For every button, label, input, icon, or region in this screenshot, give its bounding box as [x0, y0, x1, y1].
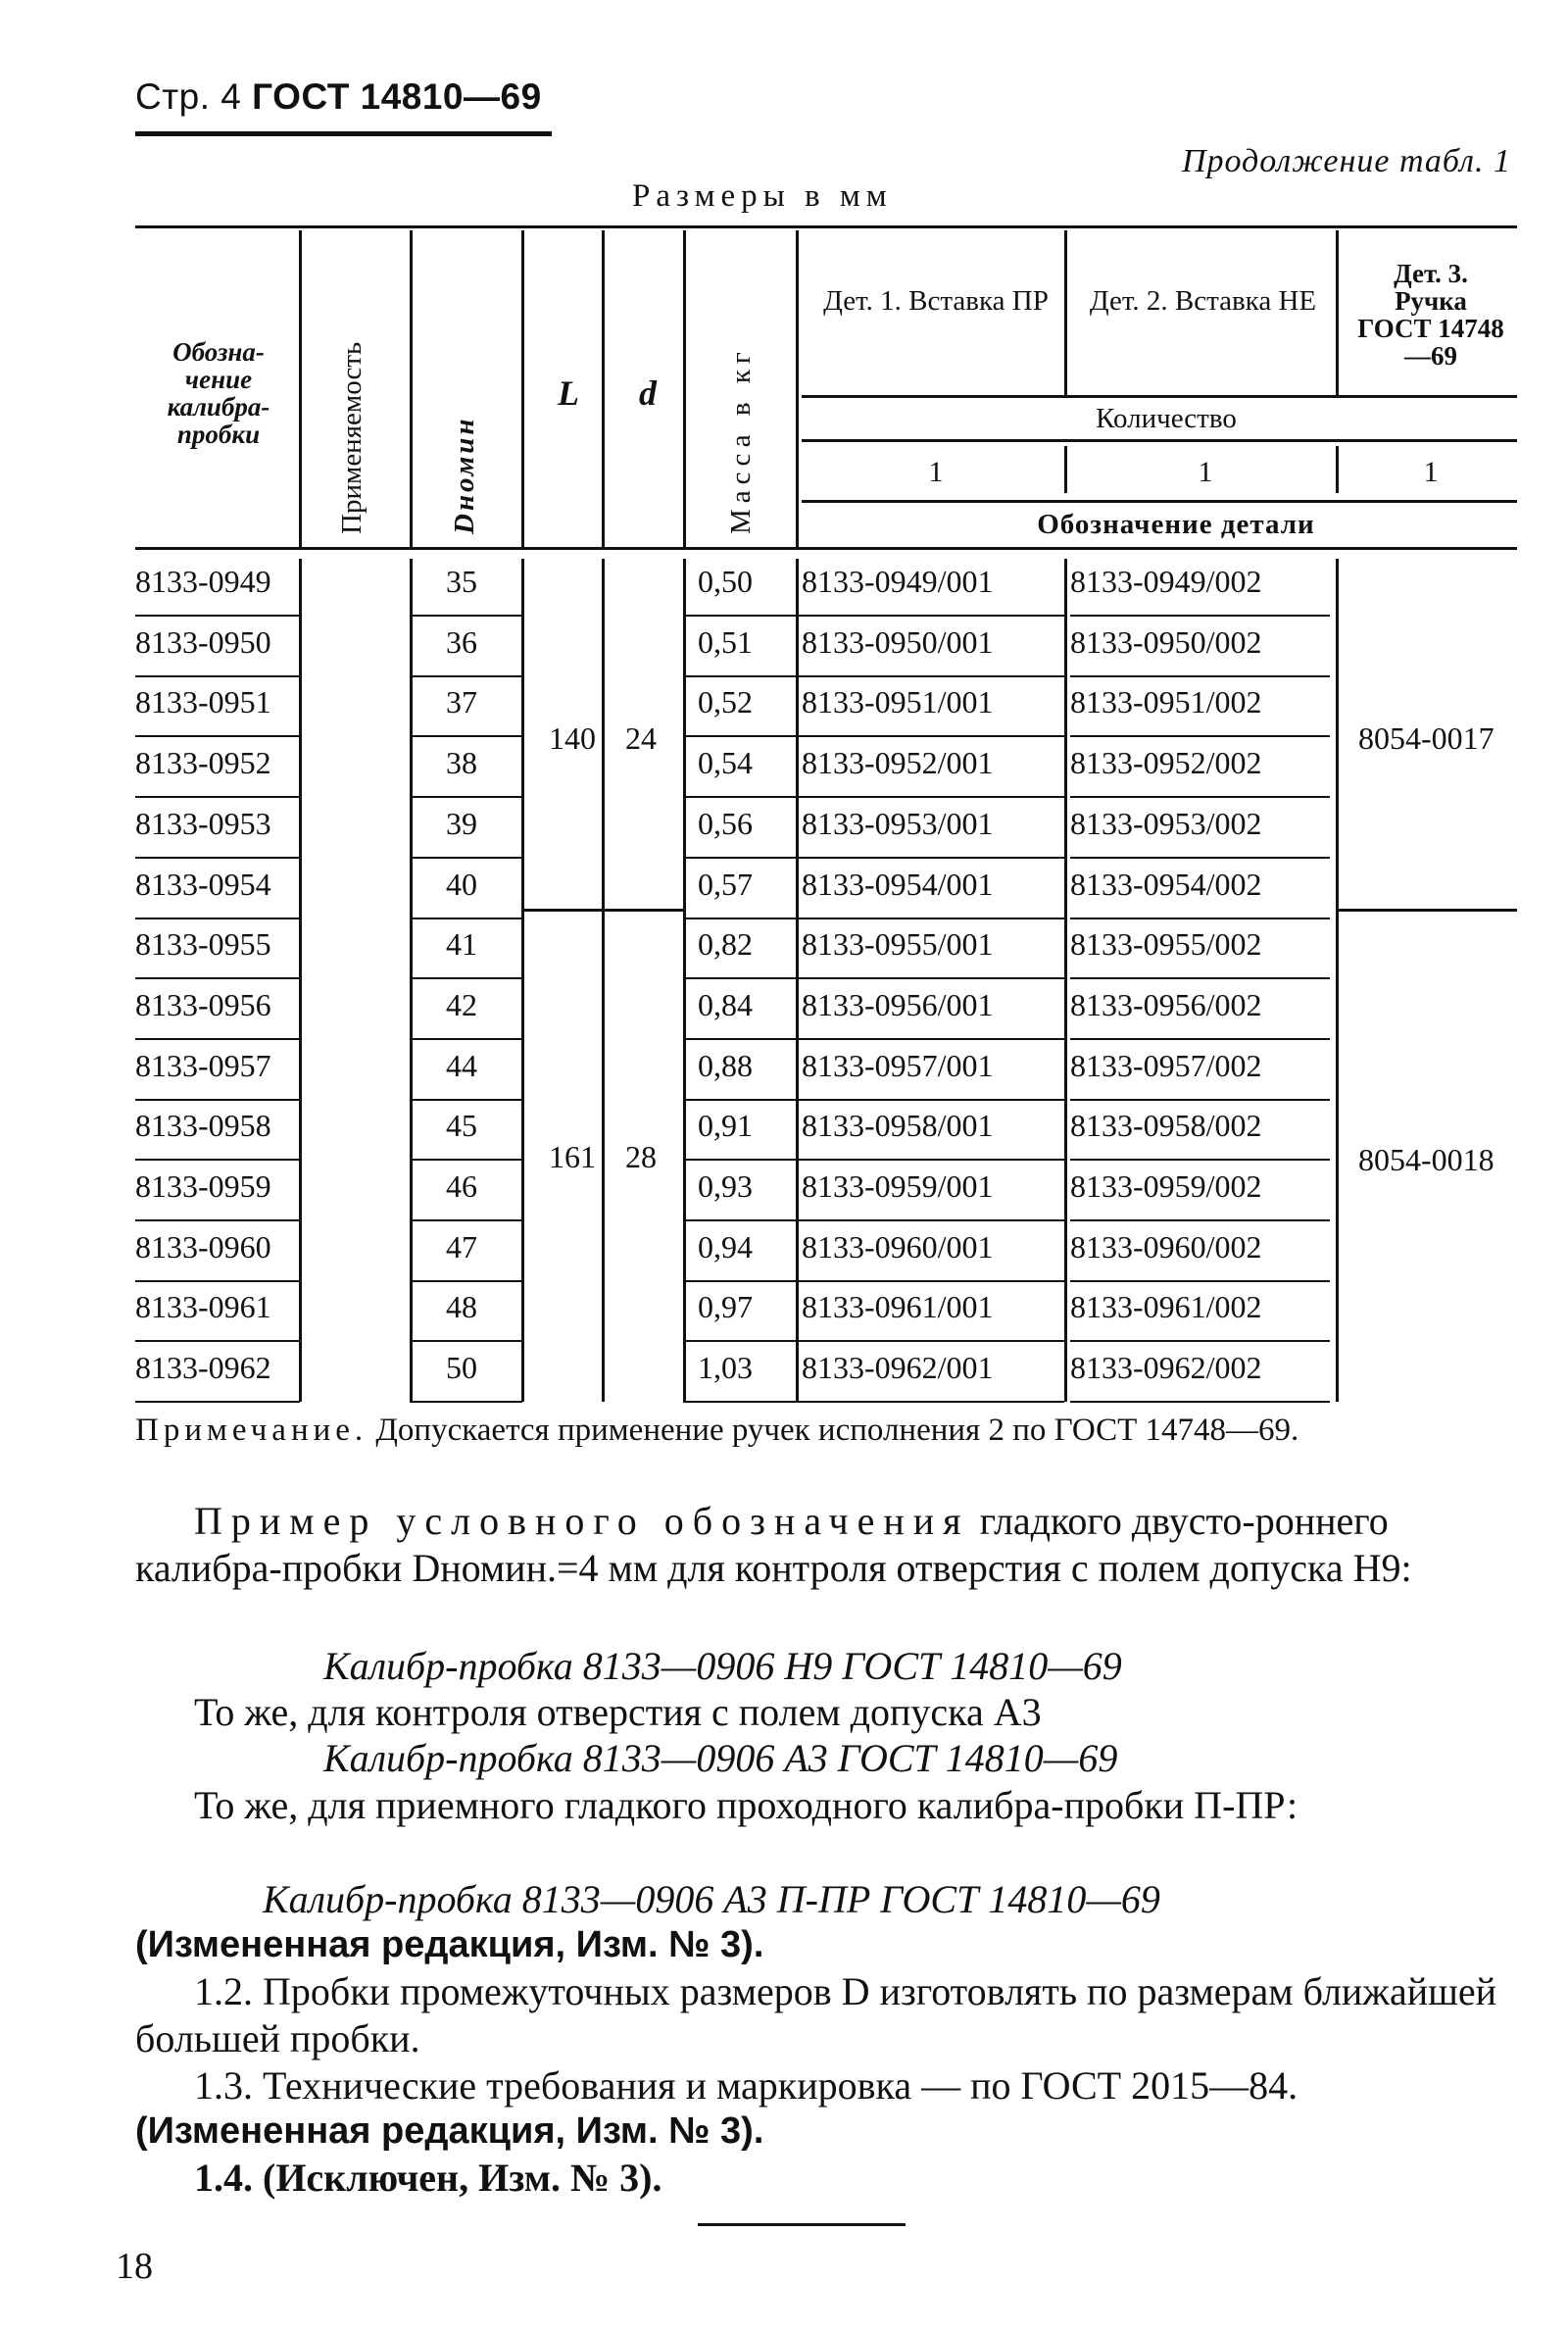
row-rule	[683, 675, 796, 677]
group1-d: 24	[625, 720, 657, 756]
row-dnom: 42	[446, 987, 477, 1022]
row-code: 8133-0951	[135, 684, 271, 719]
row-dnom: 37	[446, 684, 477, 719]
row-rule	[796, 1340, 1064, 1342]
body-column-rule	[410, 559, 413, 1402]
hv1	[299, 230, 302, 547]
row-dnom: 38	[446, 745, 477, 780]
row-rule	[410, 796, 522, 798]
row-rule	[683, 1099, 796, 1101]
body-column-rule	[602, 559, 605, 1402]
row-rule	[796, 735, 1064, 737]
standard-number: ГОСТ 14810—69	[252, 76, 542, 117]
header-rule-partdes	[802, 500, 1517, 503]
row-code: 8133-0957	[135, 1048, 271, 1083]
row-p2: 8133-0950/002	[1070, 624, 1262, 660]
row-rule	[796, 1219, 1064, 1221]
group2-L: 161	[549, 1139, 596, 1174]
row-p2: 8133-0960/002	[1070, 1229, 1262, 1265]
row-p1: 8133-0955/001	[802, 926, 994, 962]
row-dnom: 41	[446, 926, 477, 962]
row-rule	[135, 675, 300, 677]
row-rule	[683, 857, 796, 859]
row-p1: 8133-0957/001	[802, 1048, 994, 1083]
row-rule	[1070, 1219, 1330, 1221]
row-dnom: 36	[446, 624, 477, 660]
hv2	[410, 230, 413, 547]
row-rule	[1070, 1280, 1330, 1282]
row-rule	[796, 1280, 1064, 1282]
row-mass: 0,82	[698, 926, 753, 962]
body-column-rule	[299, 559, 302, 1402]
same-2: То же, для приемного гладкого проходного калибра-пробки П-ПР:	[194, 1783, 1298, 1827]
row-rule	[683, 615, 796, 617]
row-mass: 0,91	[698, 1108, 753, 1143]
row-p2: 8133-0949/002	[1070, 564, 1262, 599]
row-rule	[135, 615, 300, 617]
group1-L: 140	[549, 720, 596, 756]
row-rule	[683, 1340, 796, 1342]
row-p1: 8133-0958/001	[802, 1108, 994, 1143]
row-rule	[135, 977, 300, 979]
note-text: Допускается применение ручек исполнения 2 по ГОСТ 14748—69.	[375, 1413, 1299, 1448]
row-rule	[135, 918, 300, 919]
hv5	[683, 230, 686, 547]
col-designation-header	[140, 338, 297, 448]
row-rule	[135, 857, 300, 859]
revision-2: (Измененная редакция, Изм. № 3).	[135, 2110, 764, 2152]
quantity-header: Количество	[1096, 403, 1237, 434]
hv7	[1064, 230, 1067, 395]
row-p2: 8133-0962/002	[1070, 1350, 1262, 1385]
row-rule	[683, 796, 796, 798]
revision-1: (Измененная редакция, Изм. № 3).	[135, 1924, 764, 1965]
row-rule	[683, 1159, 796, 1161]
row-rule	[683, 1038, 796, 1040]
row-rule	[410, 918, 522, 919]
row-code: 8133-0952	[135, 745, 271, 780]
row-rule	[135, 1280, 300, 1282]
row-rule	[135, 1401, 300, 1403]
row-p1: 8133-0962/001	[802, 1350, 994, 1385]
row-dnom: 48	[446, 1289, 477, 1324]
row-rule	[796, 977, 1064, 979]
paragraph-1-4	[135, 2155, 1568, 2202]
row-rule	[796, 675, 1064, 677]
body-column-rule	[1336, 559, 1339, 1402]
row-p2: 8133-0958/002	[1070, 1108, 1262, 1143]
row-p1: 8133-0956/001	[802, 987, 994, 1022]
row-rule	[410, 675, 522, 677]
row-mass: 0,52	[698, 684, 753, 719]
row-code: 8133-0956	[135, 987, 271, 1022]
col-d-header: d	[639, 373, 657, 413]
row-dnom: 35	[446, 564, 477, 599]
hv8	[1336, 230, 1339, 395]
row-p2: 8133-0951/002	[1070, 684, 1262, 719]
row-code: 8133-0958	[135, 1108, 271, 1143]
row-mass: 0,94	[698, 1229, 753, 1265]
col-designation-label: Обозна- чение калибра- пробки	[167, 337, 270, 449]
row-rule	[410, 1340, 522, 1342]
row-rule	[1070, 735, 1330, 737]
row-rule	[135, 1340, 300, 1342]
col-L-header: L	[558, 373, 579, 413]
row-rule	[796, 918, 1064, 919]
row-p2: 8133-0961/002	[1070, 1289, 1262, 1324]
row-dnom: 46	[446, 1168, 477, 1204]
row-rule	[1070, 1159, 1330, 1161]
example-paragraph	[135, 1498, 1517, 1592]
row-code: 8133-0950	[135, 624, 271, 660]
row-p1: 8133-0952/001	[802, 745, 994, 780]
row-rule	[410, 1038, 522, 1040]
row-p2: 8133-0954/002	[1070, 867, 1262, 902]
row-rule	[410, 735, 522, 737]
hv6	[796, 230, 799, 547]
group-separator	[521, 909, 683, 912]
row-rule	[135, 1219, 300, 1221]
part-designation-header: Обозначение детали	[1037, 509, 1315, 540]
row-rule	[410, 1099, 522, 1101]
table-top-rule	[135, 225, 1517, 228]
row-rule	[796, 615, 1064, 617]
page-label: Стр. 4	[135, 76, 242, 117]
table-note	[135, 1412, 1517, 1449]
units-caption: Размеры в мм	[632, 178, 893, 214]
row-rule	[410, 1401, 522, 1403]
example-spaced: Пример условного обозначения	[194, 1499, 970, 1543]
row-code: 8133-0962	[135, 1350, 271, 1385]
col-det2-header: Дет. 2. Вставка НЕ	[1089, 285, 1317, 317]
example-rest: гладкого двусто-роннего калибра-пробки Dномин.=4 мм для контроля отверстия с полем допуска H9:	[135, 1499, 1412, 1590]
row-rule	[1070, 918, 1330, 919]
note-label: Примечание.	[135, 1413, 368, 1448]
row-rule	[410, 857, 522, 859]
group1-handle: 8054-0017	[1358, 720, 1494, 756]
example-2: Калибр-пробка 8133—0906 A3 ГОСТ 14810—69	[323, 1736, 1118, 1780]
paragraph-1-3: 1.3. Технические требования и маркировка — по ГОСТ 2015—84.	[194, 2063, 1298, 2108]
col-applicability-header: Применяемость	[336, 341, 368, 534]
row-rule	[410, 1219, 522, 1221]
row-p1: 8133-0961/001	[802, 1289, 994, 1324]
row-rule	[683, 1280, 796, 1282]
row-rule	[1070, 675, 1330, 677]
row-rule	[1070, 615, 1330, 617]
body-column-rule	[796, 559, 799, 1402]
row-p2: 8133-0956/002	[1070, 987, 1262, 1022]
row-rule	[135, 1038, 300, 1040]
row-mass: 0,97	[698, 1289, 753, 1324]
row-rule	[796, 857, 1064, 859]
page-number: 18	[116, 2246, 153, 2287]
row-rule	[683, 735, 796, 737]
group-separator	[1336, 909, 1517, 912]
row-p1: 8133-0951/001	[802, 684, 994, 719]
row-dnom: 50	[446, 1350, 477, 1385]
same-1: То же, для контроля отверстия с полем допуска A3	[194, 1690, 1042, 1734]
row-mass: 0,56	[698, 806, 753, 841]
row-p1: 8133-0949/001	[802, 564, 994, 599]
col-det1-header: Дет. 1. Вставка ПР	[823, 285, 1049, 317]
row-rule	[796, 796, 1064, 798]
row-mass: 0,54	[698, 745, 753, 780]
row-rule	[796, 1401, 1064, 1403]
row-dnom: 39	[446, 806, 477, 841]
row-rule	[796, 1159, 1064, 1161]
row-mass: 1,03	[698, 1350, 753, 1385]
header-rule-qty	[802, 395, 1517, 398]
row-rule	[796, 1038, 1064, 1040]
row-rule	[683, 977, 796, 979]
row-p2: 8133-0953/002	[1070, 806, 1262, 841]
row-code: 8133-0953	[135, 806, 271, 841]
example-1: Калибр-пробка 8133—0906 H9 ГОСТ 14810—69	[323, 1644, 1122, 1688]
row-p2: 8133-0959/002	[1070, 1168, 1262, 1204]
group2-handle: 8054-0018	[1358, 1142, 1494, 1177]
row-code: 8133-0959	[135, 1168, 271, 1204]
footer-rule	[698, 2223, 906, 2226]
row-rule	[135, 1099, 300, 1101]
paragraph-1-4-text: 1.4. (Исключен, Изм. № 3).	[194, 2156, 662, 2200]
row-code: 8133-0949	[135, 564, 271, 599]
hv7b	[1064, 446, 1067, 493]
example-3: Калибр-пробка 8133—0906 A3 П-ПР ГОСТ 14810—69	[263, 1877, 1160, 1921]
row-code: 8133-0960	[135, 1229, 271, 1265]
row-rule	[410, 977, 522, 979]
row-mass: 0,50	[698, 564, 753, 599]
qty-2: 1	[1198, 456, 1213, 488]
row-rule	[135, 735, 300, 737]
row-rule	[796, 1099, 1064, 1101]
qty-3: 1	[1423, 456, 1439, 488]
row-mass: 0,88	[698, 1048, 753, 1083]
row-p1: 8133-0960/001	[802, 1229, 994, 1265]
row-rule	[1070, 796, 1330, 798]
row-rule	[1070, 1099, 1330, 1101]
row-rule	[1070, 857, 1330, 859]
col-dnom-header: Dномин	[449, 416, 480, 534]
col-det3-header: Дет. 3. Ручка ГОСТ 14748—69	[1357, 259, 1504, 371]
row-dnom: 47	[446, 1229, 477, 1265]
row-mass: 0,51	[698, 624, 753, 660]
row-rule	[410, 1280, 522, 1282]
row-mass: 0,93	[698, 1168, 753, 1204]
row-p2: 8133-0952/002	[1070, 745, 1262, 780]
row-code: 8133-0955	[135, 926, 271, 962]
row-dnom: 44	[446, 1048, 477, 1083]
table-continuation: Продолжение табл. 1	[1181, 143, 1511, 179]
qty-1: 1	[928, 456, 944, 488]
row-rule	[1070, 1038, 1330, 1040]
row-rule	[683, 1219, 796, 1221]
row-p1: 8133-0959/001	[802, 1168, 994, 1204]
row-p2: 8133-0957/002	[1070, 1048, 1262, 1083]
row-rule	[410, 1159, 522, 1161]
header-rule-qty2	[802, 439, 1517, 442]
row-rule	[1070, 977, 1330, 979]
hv4	[602, 230, 605, 547]
row-code: 8133-0961	[135, 1289, 271, 1324]
row-dnom: 40	[446, 867, 477, 902]
col-mass-header: Масса в кг	[725, 346, 757, 534]
hv3	[521, 230, 524, 547]
hv8b	[1336, 446, 1339, 493]
row-rule	[1070, 1401, 1330, 1403]
row-mass: 0,57	[698, 867, 753, 902]
row-p1: 8133-0953/001	[802, 806, 994, 841]
body-column-rule	[521, 559, 524, 1402]
paragraph-1-2: 1.2. Пробки промежуточных размеров D изготовлять по размерам ближайшей большей пробки.	[135, 1969, 1497, 2060]
row-p1: 8133-0954/001	[802, 867, 994, 902]
row-rule	[135, 796, 300, 798]
body-column-rule	[683, 559, 686, 1402]
row-rule	[135, 1159, 300, 1161]
row-rule	[683, 1401, 796, 1403]
row-rule	[410, 615, 522, 617]
row-p1: 8133-0950/001	[802, 624, 994, 660]
body-column-rule	[1064, 559, 1067, 1402]
row-mass: 0,84	[698, 987, 753, 1022]
row-p2: 8133-0955/002	[1070, 926, 1262, 962]
row-dnom: 45	[446, 1108, 477, 1143]
row-rule	[1070, 1340, 1330, 1342]
row-rule	[683, 918, 796, 919]
group2-d: 28	[625, 1139, 657, 1174]
row-code: 8133-0954	[135, 867, 271, 902]
header-bottom-rule	[135, 547, 1517, 550]
